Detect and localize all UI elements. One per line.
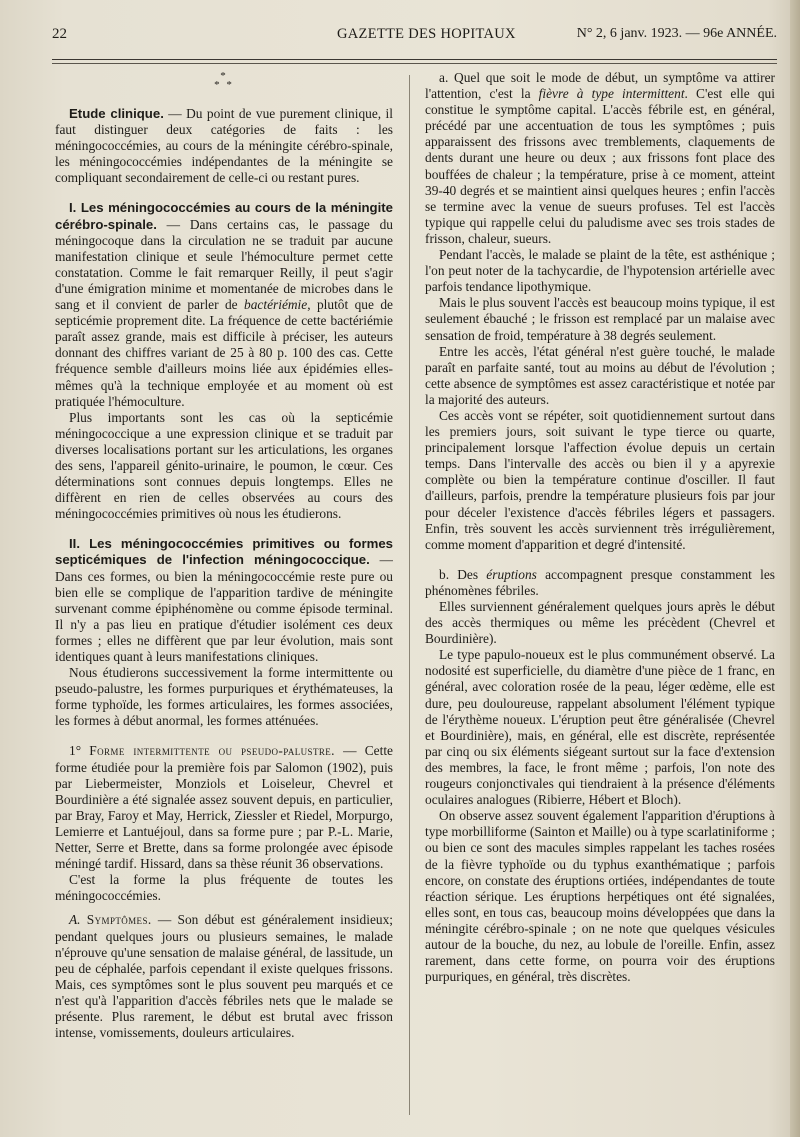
paragraph: Le type papulo-noueux est le plus communément observé. La nodosité est superficielle, du diamètre d'une pièce de 1 franc, en général, avec coloration rosée de la peau, léger œdème, elle est dure, peu douloureuse, rappelant absolument l'élément typique de l'érythème noueux. L'éruption peut être généralisée (Chevrel et Bourdinière), mais, en général, elle est discrète, représentée par cinq ou six éléments siégeant surtout sur la face d'extension des membres, la face, le front même ; parfois, l'on note des rougeurs conjonctivales qui tiendraient à la présence d'éléments oculaires analogues (Ribierre, Hébert et Bloch). <box>425 647 775 808</box>
section-heading: I. Les méningococcémies au cours de la méningite cérébro-spinale. <box>55 200 393 232</box>
paragraph: Entre les accès, l'état général n'est guère touché, le malade paraît en parfaite santé, tout au moins au début de l'évolution ; cette absence de symptômes est assez caractéristique et notée par la majorité des auteurs. <box>425 343 775 407</box>
page-number: 22 <box>52 26 67 42</box>
subsection-heading: Forme intermittente ou pseudo-palustre. <box>89 743 335 759</box>
column-divider <box>409 75 410 1115</box>
header-rule <box>52 59 777 60</box>
paragraph: Pendant l'accès, le malade se plaint de la tête, est asthénique ; l'on peut noter de la tachycardie, de l'hypotension artérielle avec parfois tendance lipothymique. <box>425 247 775 295</box>
issue-info: N° 2, 6 janv. 1923. — 96e ANNÉE. <box>576 26 777 41</box>
paragraph-section-2: II. Les méningococcémies primitives ou formes septicémiques de l'infection méningococcique. — Dans ces formes, ou bien la méningococcémie reste pure ou bien elle se complique de l'apparition tardive de méningite survenant comme épiphénomène ou comme épisode terminal. Il n'y a pas lieu en pratique d'étudier isolément ces deux formes ; elles ne diffèrent que par leur évolution, mais sont identiques quant à leurs manifestations cliniques. <box>55 536 393 664</box>
paragraph-clinical-study: Etude clinique. — Du point de vue purement clinique, il faut distinguer deux catégories de faits : les méningococcémies, au cours de la méningite cérébro-spinale, les méningococcémies indépendantes de la méningite se compliquant secondairement de celle-ci ou restant pures. <box>55 106 393 186</box>
paragraph-eruptions: b. Des éruptions accompagnent presque constamment les phénomènes fébriles. <box>425 566 775 598</box>
page-spine-edge <box>790 0 800 1137</box>
paragraph-symptoms: A. Symptômes. — Son début est généralement insidieux; pendant quelques jours ou plusieurs semaines, le malade n'éprouve qu'une sensation de malaise général, de lassitude, un peu de céphalée, parfois cependant il existe quelques frissons. Mais, ces symptômes sont le plus souvent peu marqués et ce n'est qu'à l'apparition d'accès fébriles nets que le malade se présente. Plus rarement, le début est brutal avec frisson intense, vomissements, douleurs articulaires. <box>55 912 393 1041</box>
section-heading: II. Les méningococcémies primitives ou formes septicémiques de l'infection méningococcique. <box>55 536 393 568</box>
header-rule-thin <box>52 63 777 64</box>
subsection-heading: Symptômes. <box>86 912 152 928</box>
paragraph-section-1: I. Les méningococcémies au cours de la méningite cérébro-spinale. — Dans certains cas, le passage du méningocoque dans la circulation ne se traduit par aucune manifestation clinique et seule l'hémoculture permet cette constatation. Comme le fait remarquer Reilly, il peut s'agir d'une émigration minime et momentanée de microbes dans le sang et il convient de parler de bactériémie, plutôt que de septicémie proprement dite. La fréquence de cette bactériémie paraît assez grande, mais est difficile à préciser, les auteurs donnant des chiffres variant de 25 à 80 p. 100 des cas. Cette fréquence semble d'ailleurs moins liée aux épidémies elles-mêmes qu'à la technique employée et au moment où est pratiquée l'hémoculture. <box>55 200 393 409</box>
asterism: * * * <box>214 70 234 91</box>
left-column <box>55 70 393 1125</box>
paragraph: Ces accès vont se répéter, soit quotidiennement surtout dans les premiers jours, soit suivant le type tierce ou quarte, principalement lorsque l'affection évolue depuis un certain temps. Dans l'intervalle des accès ou bien il y a apyrexie complète ou bien la température continue d'osciller. Il faut d'ailleurs, parfois, prendre la température plusieurs fois par jour pour déceler l'existence d'accès fébriles légers et passagers. Enfin, très souvent les accès surviennent très irrégulièrement, comme moment d'apparition et degré d'intensité. <box>425 407 775 552</box>
paragraph-fever: a. Quel que soit le mode de début, un symptôme va attirer l'attention, c'est la fièvre à type intermittent. C'est elle qui constitue le symptôme capital. L'accès fébrile est, en général, précédé par une accentuation de tous les symptômes ; puis apparaissent des frissons avec tremblements, claquements de dents durant une heure ou deux ; aux frissons font place des bouffées de chaleur ; la température, prise à ce moment, atteint 39-40 degrés et se maintient ainsi quelques heures ; enfin l'accès se termine avec la venue de sueurs profuses. Tel est l'accès typique qui rappelle celui du paludisme avec ses trois stades de frisson, chaleur, sueurs. <box>425 70 775 246</box>
right-column <box>425 70 775 1125</box>
paragraph: Mais le plus souvent l'accès est beaucoup moins typique, il est seulement ébauché ; le frisson est remplacé par un malaise avec sensation de froid, température à 38 degrés seulement. <box>425 295 775 343</box>
paragraph: Elles surviennent généralement quelques jours après le début des accès thermiques ou même les précèdent (Chevrel et Bourdinière). <box>425 599 775 647</box>
paragraph: Nous étudierons successivement la forme intermittente ou pseudo-palustre, les formes purpuriques et érythémateuses, la forme typhoïde, les formes articulaires, les formes associées, les formes à début anormal, les formes atténuées. <box>55 665 393 729</box>
paragraph-intermittent-form: 1° Forme intermittente ou pseudo-palustre. — Cette forme étudiée pour la première fois par Salomon (1902), puis par Liebermeister, Monziols et Loiseleur, Chevrel et Bourdinière a été signalée assez souvent depuis, en particulier, par Bray, Faroy et May, Herrick, Ziessler et Riedel, Morpurgo, Lemierre et Lantuéjoul, dans sa forme pure ; par P.-L. Marie, Netter, Serre et Brette, dans sa forme prolongée avec épisode méningé tardif. Hissard, dans sa thèse réunit 36 observations. <box>55 743 393 872</box>
paragraph: C'est la forme la plus fréquente de toutes les méningococcémies. <box>55 872 393 904</box>
journal-title: GAZETTE DES HOPITAUX <box>337 26 516 42</box>
running-header <box>52 26 777 48</box>
paragraph: Plus importants sont les cas où la septicémie méningococcique a une expression clinique et se traduit par diverses localisations portant sur les articulations, les organes des sens, l'appareil génito-urinaire, le poumon, le cœur. Ces déterminations sont connues depuis longtemps. Elles ne diffèrent en rien de celles observées au cours des méningococcémies primitives où nous les étudierons. <box>55 409 393 522</box>
section-heading: Etude clinique. <box>69 106 164 121</box>
paragraph: On observe assez souvent également l'apparition d'éruptions à type morbilliforme (Sainton et Maille) ou à type scarlatiniforme ; ou bien ce sont des macules simples rappelant les taches rosées de la fièvre typhoïde ou du typhus exanthématique ; parfois encore, on constate des éruptions ortiées, indépendantes de toute réaction sérique. Les éruptions herpétiques ont été signalées, elles sont, en tous cas, beaucoup moins développées que dans la méningite cérébro-spinale ; on ne note que quelques vésicules autour de la bouche, du nez, au lobule de l'oreille. Enfin, assez rarement, dans cette forme, on pourra voir des éruptions purpuriques, en général, très discrètes. <box>425 808 775 985</box>
